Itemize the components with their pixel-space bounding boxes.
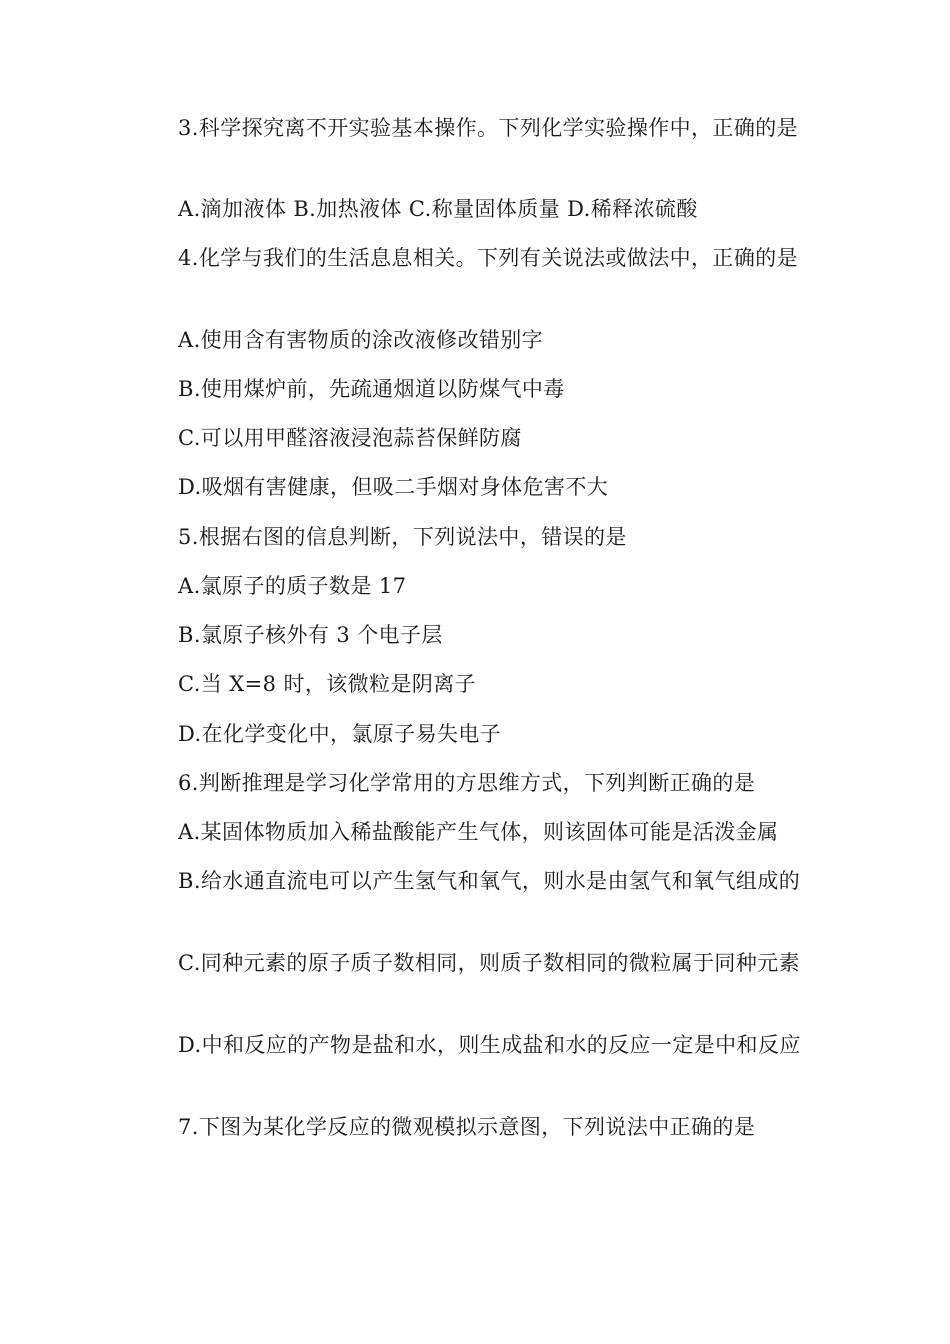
question-4-option-b: B.使用煤炉前，先疏通烟道以防煤气中毒 [178, 377, 565, 401]
question-4-option-c: C.可以用甲醛溶液浸泡蒜苔保鲜防腐 [178, 426, 522, 450]
question-4-option-a: A.使用含有害物质的涂改液修改错别字 [178, 328, 544, 352]
question-7-stem: 7.下图为某化学反应的微观模拟示意图，下列说法中正确的是 [178, 1115, 756, 1139]
question-5-stem: 5.根据右图的信息判断，下列说法中，错误的是 [178, 525, 627, 549]
question-3-stem: 3.科学探究离不开实验基本操作。下列化学实验操作中，正确的是 [178, 116, 799, 140]
question-6-option-b: B.给水通直流电可以产生氢气和氧气，则水是由氢气和氧气组成的 [178, 869, 801, 893]
question-6-option-a: A.某固体物质加入稀盐酸能产生气体，则该固体可能是活泼金属 [178, 820, 779, 844]
question-3-options: A.滴加液体 B.加热液体 C.称量固体质量 D.稀释浓硫酸 [178, 197, 698, 221]
question-5-option-d: D.在化学变化中，氯原子易失电子 [178, 722, 502, 746]
question-6-stem: 6.判断推理是学习化学常用的方思维方式，下列判断正确的是 [178, 771, 756, 795]
question-5-option-c: C.当 X=8 时，该微粒是阴离子 [178, 672, 477, 696]
question-6-option-c: C.同种元素的原子质子数相同，则质子数相同的微粒属于同种元素 [178, 951, 800, 975]
question-5-option-a: A.氯原子的质子数是 17 [178, 574, 407, 598]
question-5-option-b: B.氯原子核外有 3 个电子层 [178, 623, 443, 647]
question-4-option-d: D.吸烟有害健康，但吸二手烟对身体危害不大 [178, 475, 609, 499]
question-6-option-d: D.中和反应的产物是盐和水，则生成盐和水的反应一定是中和反应 [178, 1033, 801, 1057]
question-4-stem: 4.化学与我们的生活息息相关。下列有关说法或做法中，正确的是 [178, 246, 799, 270]
